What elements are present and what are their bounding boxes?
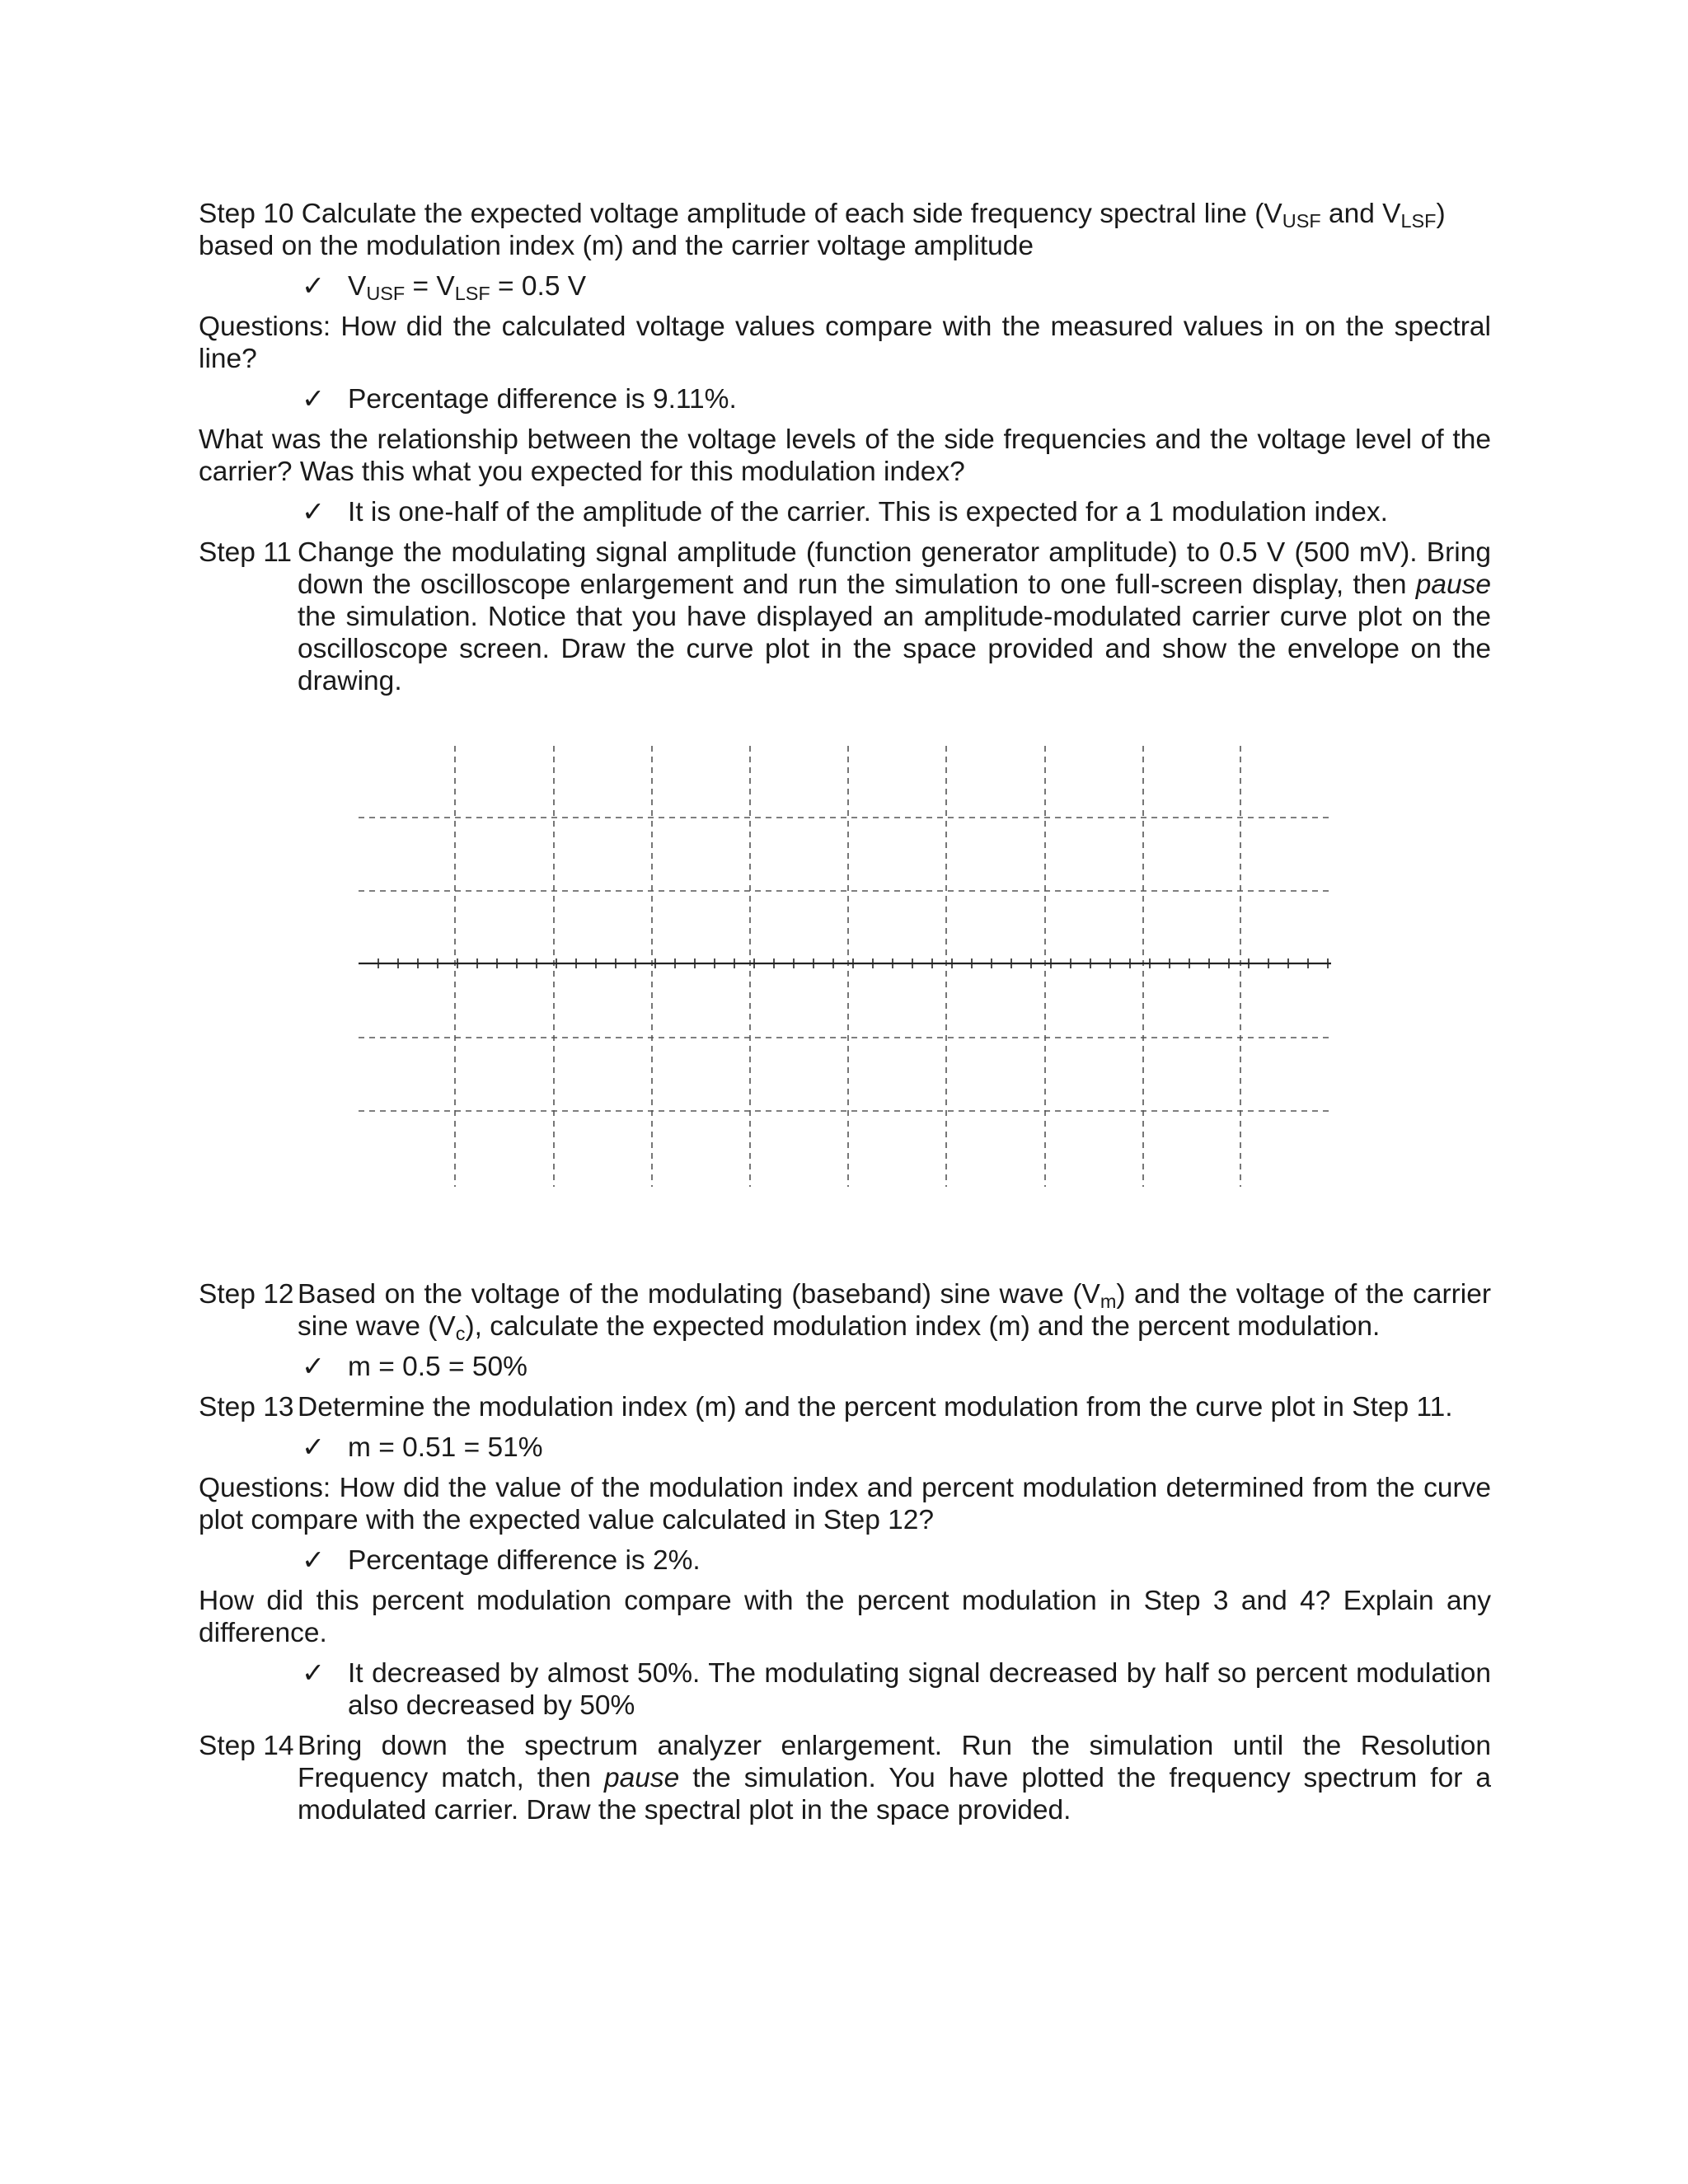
question-10a: Questions: How did the calculated voltage values compare with the measured values in on the spectral line? [199,312,1491,374]
question-10a-answer: ✓ Percentage difference is 9.11%. [302,384,737,415]
check-mark-icon: ✓ [302,384,326,415]
step-12 [199,1278,1491,1343]
question-13b: How did this percent modulation compare with the percent modulation in Step 3 and 4? Explain any difference. [199,1586,1491,1648]
question-13b-answer: ✓ It decreased by almost 50%. The modulating signal decreased by half so percent modulation also decreased by 50% [302,1658,1491,1721]
step-14 [199,1730,1491,1826]
step-10-answer: ✓ $V_{USF} = V_{LSF} = 0.5$ V [302,271,587,304]
step-12-text: Based on the voltage of the modulating (baseband) sine wave $(V_m)$ and the voltage of the carrier sine wave $(V_c)$, calculate the expected modulation index (m) and the percent modulation. [298,1279,1491,1344]
check-mark-icon: ✓ [302,271,326,302]
step-13-label: Step 13 [199,1392,294,1422]
step-10-text: Calculate the expected voltage amplitude of each side frequency spectral line ($V_{USF}$ and $V_{LSF}$) [301,199,1446,232]
question-10b: What was the relationship between the voltage levels of the side frequencies and the voltage level of the carrier? Was this what you expected for this modulation index? [199,424,1491,487]
question-10b-answer: ✓ It is one-half of the amplitude of the carrier. This is expected for a 1 modulation index. [302,497,1388,527]
check-mark-icon: ✓ [302,1545,326,1576]
step-11 [199,537,1491,697]
check-mark-icon: ✓ [302,497,326,527]
check-mark-icon: ✓ [302,1658,326,1689]
question-13a: Questions: How did the value of the modulation index and percent modulation determined from the curve plot compare with the expected value calculated in Step 12? [199,1473,1491,1535]
check-mark-icon: ✓ [302,1352,326,1382]
step-11-text: Change the modulating signal amplitude (function generator amplitude) to 0.5 V (500 mV). Bring down the oscilloscope enlargement and run the simulation to one full-screen display, then pause the simulation. Notice that you have displayed an amplitude-modulated carrier curve plot on the oscilloscope screen. Draw the curve plot in the space provided and show the envelope on the drawing. [298,537,1491,696]
step-12-answer: ✓ m = 0.5 = 50% [302,1352,528,1382]
oscilloscope-drawing-grid [354,738,1343,1191]
step-13 [199,1391,1491,1423]
step-12-label: Step 12 [199,1279,294,1310]
step-10-label: Step 10 [199,199,294,229]
step-14-text: Bring down the spectrum analyzer enlargement. Run the simulation until the Resolution Frequency match, then pause the simulation. You have plotted the frequency spectrum for a modulated carrier. Draw the spectral plot in the space provided. [298,1731,1491,1825]
step-11-label: Step 11 [199,537,292,568]
step-14-label: Step 14 [199,1731,294,1761]
step-13-text: Determine the modulation index (m) and the percent modulation from the curve plot in Step 11. [298,1392,1453,1422]
step-10 [199,198,1491,262]
question-13a-answer: ✓ Percentage difference is 2%. [302,1545,701,1576]
oscilloscope-grid-svg [354,738,1343,1191]
step-13-answer: ✓ m = 0.51 = 51% [302,1432,543,1463]
check-mark-icon: ✓ [302,1432,326,1463]
step-10-text-cont: based on the modulation index (m) and the carrier voltage amplitude [199,231,1034,261]
